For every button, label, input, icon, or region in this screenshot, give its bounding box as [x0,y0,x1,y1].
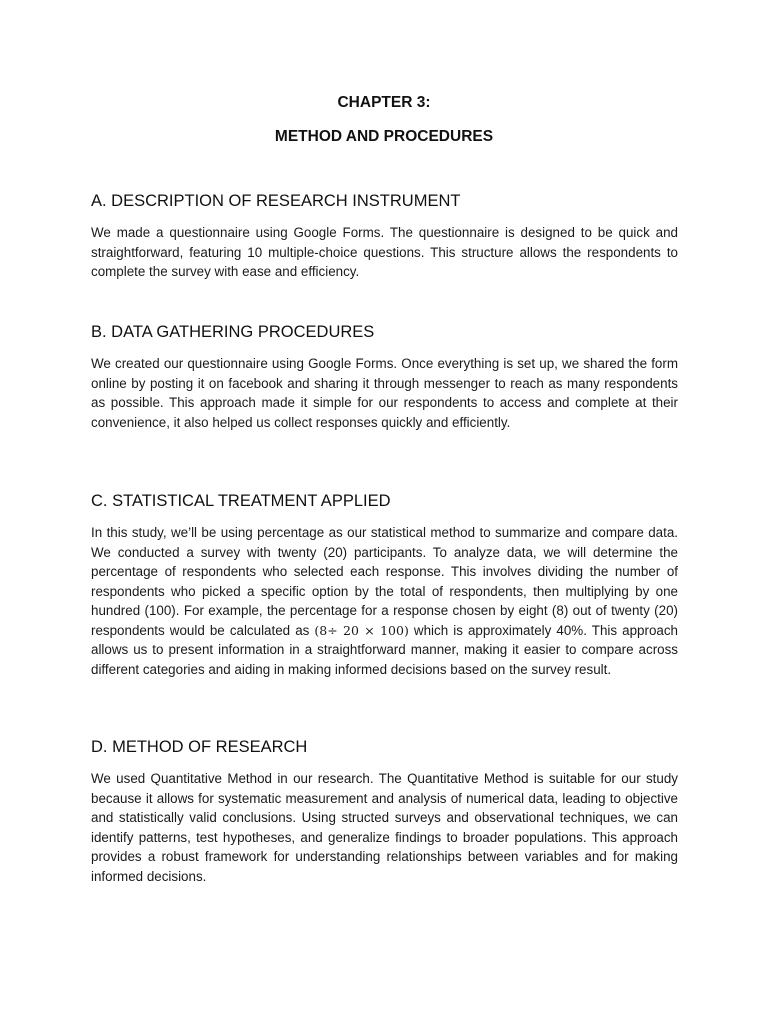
section-heading-research-instrument: A. DESCRIPTION OF RESEARCH INSTRUMENT [91,192,461,210]
section-heading-data-gathering: B. DATA GATHERING PROCEDURES [91,323,375,341]
chapter-subtitle: METHOD AND PROCEDURES [274,128,494,145]
section-body-method-of-research: We used Quantitative Method in our research. The Quantitative Method is suitable for our study because it allows for systematic measurement and analysis of numerical data, leading to objective and statistically valid conclusions. Using structed surveys and observational techniques, we can identify patterns, test hypotheses, and generalize findings to broader populations. This approach provides a robust framework for understanding relationships between variables and for making informed decisions. [91,771,678,884]
section-body-research-instrument: We made a questionnaire using Google Forms. The questionnaire is designed to be quick and straightforward, featuring 10 multiple-choice questions. This structure allows the respondents to complete the survey with ease and efficiency. [91,225,678,279]
chapter-title: CHAPTER 3: [337,94,431,111]
section-heading-statistical-treatment: C. STATISTICAL TREATMENT APPLIED [91,492,391,510]
percentage-formula: (8÷ 20 × 100) [314,622,409,638]
section-body-data-gathering: We created our questionnaire using Google Forms. Once everything is set up, we shared the form online by posting it on facebook and sharing it through messenger to reach as many respondents as possible. This approach made it simple for our respondents to access and complete at their convenience, it also helped us collect responses quickly and efficiently. [91,356,678,430]
section-body-statistical-treatment [91,523,678,679]
statistical-text-before-formula: In this study, we’ll be using percentage as our statistical method to summarize and compare data. We conducted a survey with twenty (20) participants. To analyze data, we will determine the percentage of respondents who selected each response. This involves dividing the number of respondents who picked a specific option by the total of respondents, then multiplying by one hundred (100). For example, the percentage for a response chosen by eight (8) out of twenty (20) respondents would be calculated as [91,525,678,638]
statistical-text-after-formula: which is approximately 40%. This approach allows us to present information in a straightforward manner, making it easier to compare across different categories and aiding in making informed decisions based on the survey result. [91,622,678,677]
section-heading-method-of-research: D. METHOD OF RESEARCH [91,738,308,756]
